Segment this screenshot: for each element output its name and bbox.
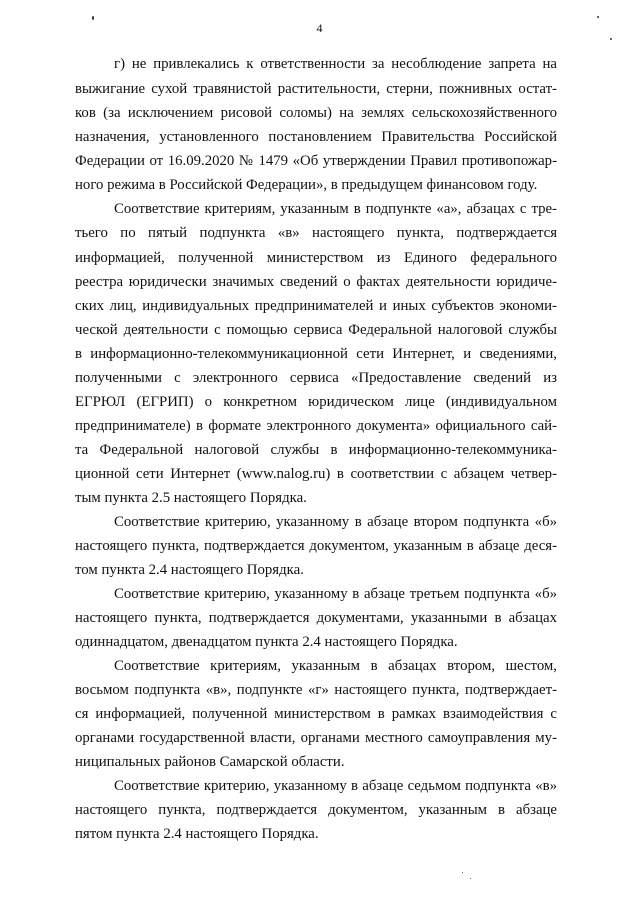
page-number: 4 xyxy=(316,21,323,35)
text-line: ческой деятельности с помощью сервиса Федеральной налоговой службы xyxy=(75,322,557,338)
text-line: пятом пункта 2.4 настоящего Порядка. xyxy=(75,826,319,842)
text-line: ся информацией, полученной министерством в рамках взаимодействия с xyxy=(75,706,557,722)
text-line: информацией, полученной министерством из Единого федерального xyxy=(75,250,557,266)
text-line: ЕГРЮЛ (ЕГРИП) о конкретном юридическом лице (индивидуальном xyxy=(75,394,557,410)
text-line: ного режима в Российской Федерации», в предыдущем финансовом году. xyxy=(75,177,538,193)
text-line: в информационно-телекоммуникационной сети Интернет, и сведениями, xyxy=(75,346,557,362)
scan-speck xyxy=(462,872,463,873)
text-line: Соответствие критерию, указанному в абзаце втором подпункта «б» xyxy=(114,514,557,530)
text-line: назначения, установленного постановлением Правительства Российской xyxy=(75,129,557,145)
text-line: Соответствие критериям, указанным в абзацах втором, шестом, xyxy=(114,658,557,674)
text-line: настоящего пункта, подтверждается документами, указанными в абзацах xyxy=(75,610,557,626)
text-line: одиннадцатом, двенадцатом пункта 2.4 настоящего Порядка. xyxy=(75,634,458,650)
text-line: ков (за исключением рисовой соломы) на землях сельскохозяйственного xyxy=(75,105,557,121)
text-line: Соответствие критерию, указанному в абзаце седьмом подпункта «в» xyxy=(114,778,557,794)
scan-speck xyxy=(470,878,471,879)
text-line: реестра юридически значимых сведений о фактах деятельности юридиче- xyxy=(75,274,557,290)
text-line: та Федеральной налоговой службы в информационно-телекоммуника- xyxy=(75,442,557,458)
text-line: восьмом подпункта «в», подпункте «г» настоящего пункта, подтверждает- xyxy=(75,682,557,698)
text-line: Соответствие критериям, указанным в подпункте «а», абзацах с тре- xyxy=(114,201,557,217)
text-line: ниципальных районов Самарской области. xyxy=(75,754,345,770)
text-line: выжигание сухой травянистой растительности, стерни, пожнивных остат- xyxy=(75,81,557,97)
text-line: органами государственной власти, органами местного самоуправления му- xyxy=(75,730,557,746)
text-line: настоящего пункта, подтверждается документом, указанным в абзаце xyxy=(75,802,557,818)
text-line: предпринимателе) в формате электронного документа» официального сай- xyxy=(75,418,557,434)
text-line: полученными с электронного сервиса «Предоставление сведений из xyxy=(75,370,557,386)
scan-speck xyxy=(597,16,599,18)
text-line: Соответствие критерию, указанному в абзаце третьем подпункта «б» xyxy=(114,586,557,602)
text-line: ционной сети Интернет (www.nalog.ru) в соответствии с абзацем четвер- xyxy=(75,466,557,482)
text-line: тьего по пятый подпункта «в» настоящего пункта, подтверждается xyxy=(75,225,557,241)
text-line: г) не привлекались к ответственности за несоблюдение запрета на xyxy=(114,56,557,72)
text-line: том пункта 2.4 настоящего Порядка. xyxy=(75,562,304,578)
text-line: настоящего пункта, подтверждается документом, указанным в абзаце деся- xyxy=(75,538,557,554)
text-line: Федерации от 16.09.2020 № 1479 «Об утверждении Правил противопожар- xyxy=(75,153,557,169)
text-line: ских лиц, индивидуальных предпринимателей и иных субъектов экономи- xyxy=(75,298,557,314)
scan-speck xyxy=(92,16,94,20)
text-line: тым пункта 2.5 настоящего Порядка. xyxy=(75,490,307,506)
scan-speck xyxy=(610,38,612,40)
